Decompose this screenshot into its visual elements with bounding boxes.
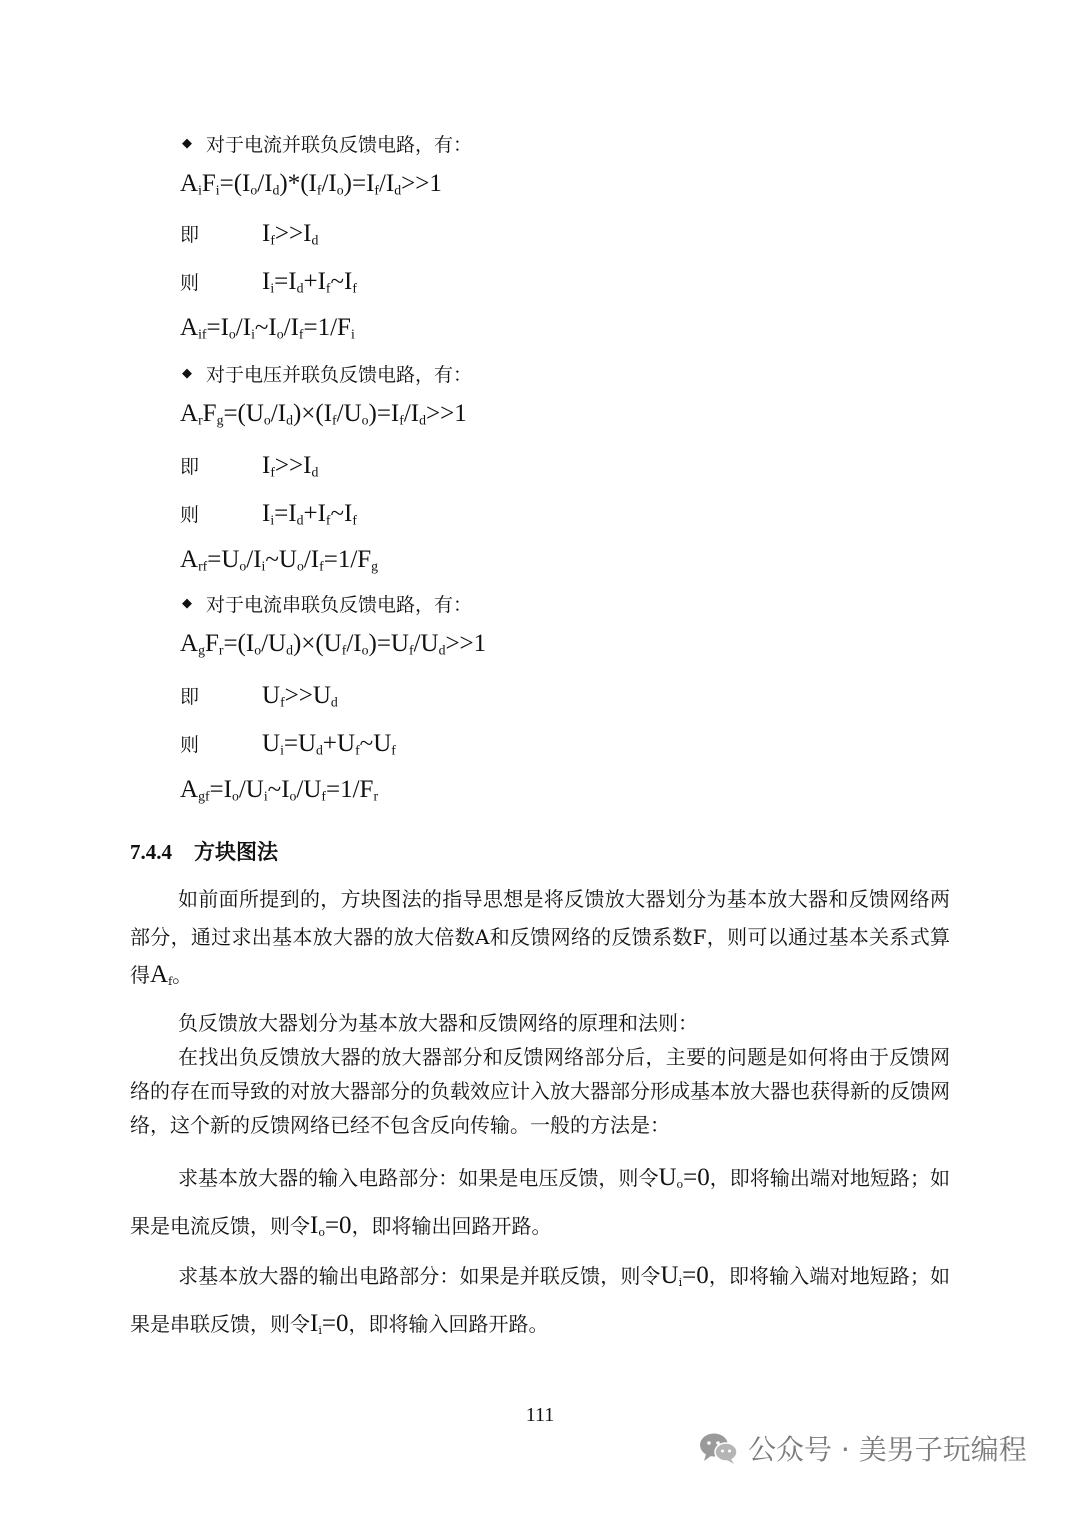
formula-ji-line: 即 $I_f>>I_d$ <box>180 220 319 248</box>
page-number: 111 <box>525 1404 555 1426</box>
bullet-heading <box>180 130 472 157</box>
formula-loop-gain: $A_rF_g=(U_o/I_d)\times(I_f/U_o)=I_f/I_d>>1$ <box>180 400 467 428</box>
paragraph: 负反馈放大器划分为基本放大器和反馈网络的原理和法则： <box>178 1011 698 1035</box>
section-number: 7.4.4 <box>130 840 172 864</box>
bullet-heading <box>180 590 472 617</box>
paragraph: 在找出负反馈放大器的放大器部分和反馈网络部分后，主要的问题是如何将由于反馈网络的存在而导致的对放大器部分的负载效应计入放大器部分形成基本放大器也获得新的反馈网络，这个新的反馈网络已经不包含反向传输。一般的方法是： <box>130 1045 950 1137</box>
paragraph: 求基本放大器的输出电路部分：如果是并联反馈，则令$U_i=0$，即将输入端对地短路；如果是串联反馈，则令$I_i=0$，即将输入回路开路。 <box>130 1262 950 1337</box>
formula-ji-line: 即 $I_f>>I_d$ <box>180 452 319 480</box>
heading-text: 对于电压并联负反馈电路，有： <box>206 364 473 386</box>
heading-text: 对于电流并联负反馈电路，有： <box>206 134 473 156</box>
paragraph: 求基本放大器的输入电路部分：如果是电压反馈，则令$U_o=0$，即将输出端对地短路；如果是电流反馈，则令$I_o=0$，即将输出回路开路。 <box>130 1164 950 1239</box>
bullet-heading <box>180 360 472 387</box>
watermark-text: 公众号 · 美男子玩编程 <box>748 1433 1027 1466</box>
formula-closed-loop-gain: $A_{rf}=U_o/I_i\sim U_o/I_f=1/F_g$ <box>180 546 379 574</box>
diamond-bullet-icon: ◆ <box>182 596 192 611</box>
formula-closed-loop-gain: $A_{gf}=I_o/U_i\sim I_o/U_f=1/F_r$ <box>180 776 379 804</box>
diamond-bullet-icon: ◆ <box>182 136 192 151</box>
formula-closed-loop-gain: $A_{if}=I_o/I_i\sim I_o/I_f=1/F_i$ <box>180 314 355 342</box>
paragraph: 如前面所提到的，方块图法的指导思想是将反馈放大器划分为基本放大器和反馈网络两部分，通过求出基本放大器的放大倍数A和反馈网络的反馈系数F，则可以通过基本关系式算得$A_f$。 <box>130 887 950 988</box>
watermark <box>698 1428 1027 1468</box>
section-heading <box>130 836 278 866</box>
formula-loop-gain: $A_iF_i=(I_o/I_d)*(I_f/I_o)=I_f/I_d>>1$ <box>180 170 442 198</box>
diamond-bullet-icon: ◆ <box>182 366 192 381</box>
formula-ze-line: 则 $I_i=I_d+I_f\sim I_f$ <box>180 268 357 296</box>
wechat-icon <box>698 1430 740 1466</box>
heading-text: 对于电流串联负反馈电路，有： <box>206 594 473 616</box>
formula-ji-line: 即 $U_f>>U_d$ <box>180 682 338 710</box>
section-title: 方块图法 <box>194 839 278 864</box>
formula-loop-gain: $A_gF_r=(I_o/U_d)\times(U_f/I_o)=U_f/U_d>>1$ <box>180 630 487 658</box>
formula-ze-line: 则 $U_i=U_d+U_f\sim U_f$ <box>180 730 396 758</box>
formula-ze-line: 则 $I_i=I_d+I_f\sim I_f$ <box>180 500 357 528</box>
